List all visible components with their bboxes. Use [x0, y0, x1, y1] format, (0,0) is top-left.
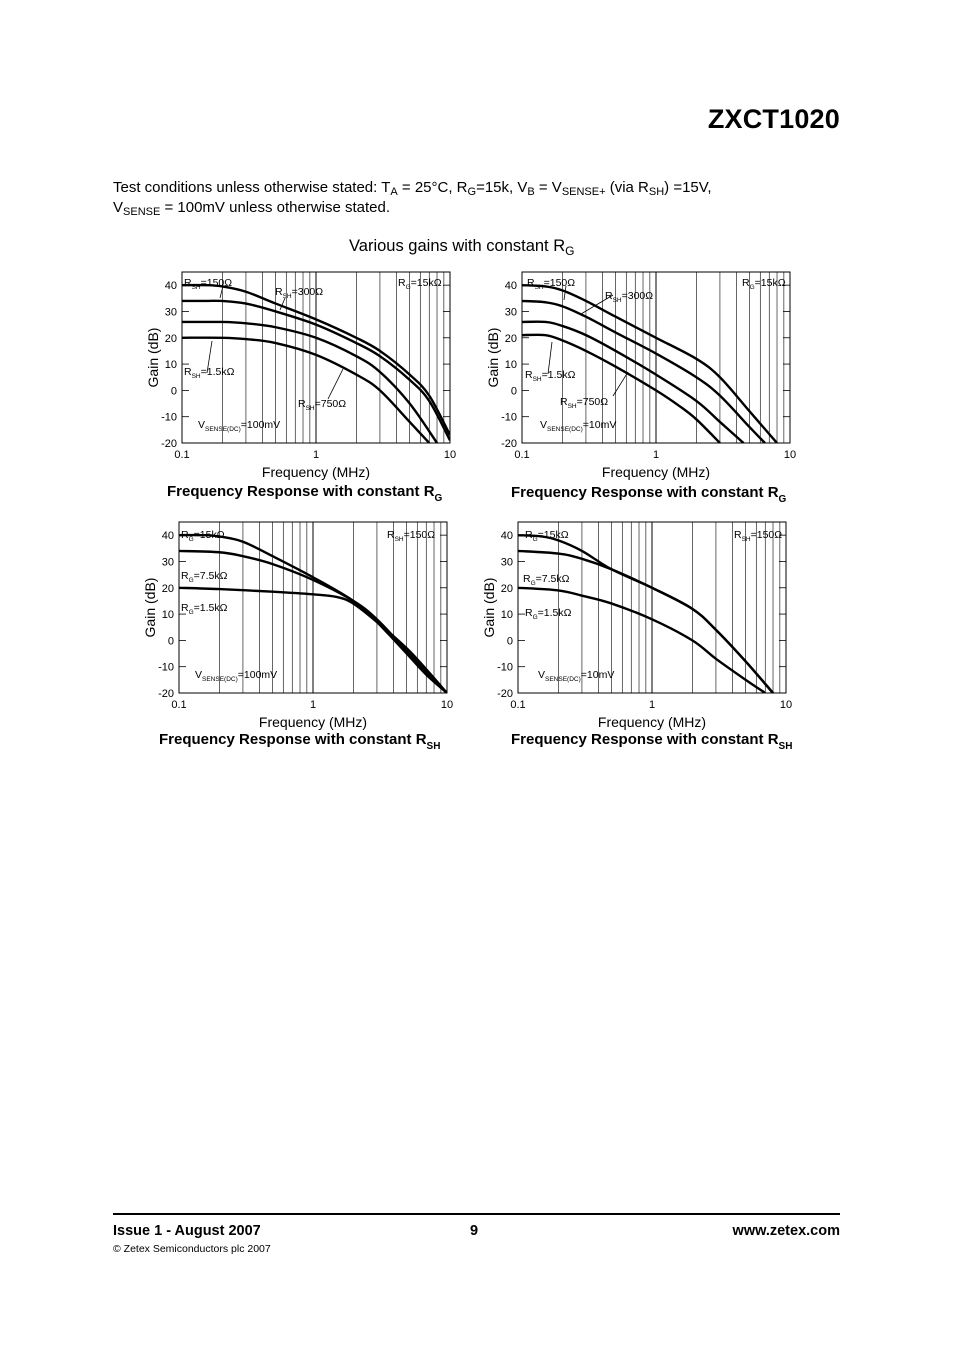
- text-run: Test conditions unless otherwise stated: T: [113, 179, 391, 196]
- annotation-symbol: R: [742, 277, 750, 289]
- y-tick-label: 0: [167, 635, 174, 648]
- annotation-subscript: G: [405, 284, 411, 291]
- annotation-symbol: R: [298, 398, 306, 410]
- chart-freq-response-rg-10mv: [480, 268, 810, 483]
- chart-caption-4: [511, 731, 793, 752]
- x-tick-label: 1: [648, 699, 656, 711]
- text-run: =15k, V: [476, 179, 528, 196]
- annotation-subscript: SH: [394, 536, 404, 543]
- annotation-subscript: SH: [612, 297, 622, 304]
- subscript: SENSE+: [561, 186, 606, 198]
- annotation-value: =15kΩ: [537, 529, 569, 541]
- chart-annotation: [387, 529, 435, 543]
- annotation-subscript: SH: [305, 405, 315, 412]
- footer-copyright: © Zetex Semiconductors plc 2007: [113, 1243, 271, 1255]
- y-tick-label: 30: [504, 306, 517, 319]
- section-title: [349, 237, 574, 256]
- document-title: ZXCT1020: [707, 104, 840, 134]
- annotation-value: =10mV: [580, 669, 615, 681]
- chart-caption-1: [167, 483, 443, 504]
- footer-website: www.zetex.com: [732, 1223, 840, 1239]
- x-tick-label: 0.1: [174, 449, 190, 461]
- y-axis-label: Gain (dB): [145, 327, 161, 388]
- annotation-subscript: SH: [534, 284, 544, 291]
- annotation-value: =15kΩ: [410, 277, 442, 289]
- text-run: = 25°C, R: [397, 179, 468, 196]
- y-tick-label: -20: [161, 438, 177, 450]
- y-axis-label: Gain (dB): [481, 577, 497, 638]
- x-tick-label: 1: [309, 699, 317, 711]
- x-tick-label: 10: [440, 699, 454, 711]
- annotation-symbol: R: [527, 277, 535, 289]
- chart-annotation: [184, 277, 232, 291]
- chart-freq-response-rsh-10mv: [476, 518, 806, 733]
- annotation-symbol: V: [538, 669, 546, 681]
- annotation-subscript: G: [188, 609, 194, 616]
- y-tick-label: -10: [501, 411, 517, 424]
- text-run: ) =15V,: [664, 179, 712, 196]
- y-tick-label: 30: [161, 556, 174, 569]
- annotation-value: =15kΩ: [754, 277, 786, 289]
- y-tick-label: -10: [158, 661, 174, 674]
- annotation-value: =150Ω: [403, 529, 436, 541]
- chart-annotation: [398, 277, 442, 291]
- annotation-symbol: R: [275, 286, 283, 298]
- annotation-subscript: SH: [282, 293, 292, 300]
- annotation-subscript: SENSE(DC): [205, 426, 241, 433]
- y-tick-label: 20: [161, 582, 174, 595]
- y-tick-label: -10: [497, 661, 513, 674]
- annotation-subscript: SENSE(DC): [202, 676, 238, 683]
- annotation-value: =1.5kΩ: [537, 607, 572, 619]
- series-line-3: [522, 322, 744, 443]
- annotation-value: =150Ω: [750, 529, 783, 541]
- annotation-subscript: SH: [567, 403, 577, 410]
- annotation-value: =300Ω: [621, 290, 654, 302]
- annotation-subscript: SH: [532, 376, 542, 383]
- chart-annotation: [184, 366, 235, 380]
- annotation-value: =150Ω: [200, 277, 233, 289]
- annotation-symbol: R: [525, 529, 533, 541]
- y-tick-label: 40: [161, 530, 174, 543]
- annotation-value: =150Ω: [543, 277, 576, 289]
- chart-annotation: [525, 607, 572, 621]
- chart-annotation: [525, 529, 569, 543]
- annotation-subscript: SENSE(DC): [545, 676, 581, 683]
- annotation-subscript: SH: [191, 284, 201, 291]
- x-tick-label: 10: [443, 449, 457, 461]
- annotation-subscript: G: [530, 580, 536, 587]
- annotation-subscript: G: [532, 614, 538, 621]
- y-tick-label: -20: [501, 438, 517, 450]
- subscript: G: [467, 186, 477, 198]
- caption-sub: SH: [426, 741, 441, 752]
- caption-main: Frequency Response with constant R: [159, 731, 427, 748]
- chart-annotation: [298, 398, 346, 412]
- annotation-value: =15kΩ: [193, 529, 225, 541]
- y-axis-label: Gain (dB): [485, 327, 501, 388]
- chart-annotation: [538, 669, 614, 683]
- series-line-1: [522, 285, 777, 443]
- caption-main: Frequency Response with constant R: [511, 484, 779, 501]
- annotation-value: =7.5kΩ: [535, 573, 570, 585]
- chart-annotation: [275, 286, 323, 300]
- y-tick-label: 40: [500, 530, 513, 543]
- footer-page-number: 9: [470, 1223, 479, 1239]
- x-axis-label: Frequency (MHz): [601, 464, 711, 480]
- text-run: = V: [534, 179, 562, 196]
- chart-annotation: [195, 669, 277, 683]
- annotation-symbol: R: [605, 290, 613, 302]
- footer-rule: [113, 1213, 840, 1215]
- y-tick-label: -20: [497, 688, 513, 700]
- annotation-subscript: SH: [191, 373, 201, 380]
- y-tick-label: 10: [164, 359, 177, 372]
- chart-annotation: [560, 396, 608, 410]
- x-tick-label: 0.1: [514, 449, 530, 461]
- y-tick-label: 20: [500, 582, 513, 595]
- annotation-symbol: R: [523, 573, 531, 585]
- series-line-3: [182, 322, 437, 443]
- y-tick-label: 10: [500, 609, 513, 622]
- chart-annotation: [742, 277, 786, 291]
- chart-caption-3: [159, 731, 441, 752]
- annotation-symbol: R: [734, 529, 742, 541]
- x-tick-label: 10: [783, 449, 797, 461]
- subscript: SH: [648, 186, 665, 198]
- annotation-subscript: G: [188, 577, 194, 584]
- chart-freq-response-rg-100mv: [140, 268, 470, 483]
- annotation-value: =10mV: [582, 419, 617, 431]
- annotation-subscript: G: [188, 536, 194, 543]
- y-tick-label: 30: [500, 556, 513, 569]
- annotation-value: =1.5kΩ: [541, 369, 576, 381]
- y-tick-label: 20: [504, 332, 517, 345]
- caption-main: Frequency Response with constant R: [167, 483, 435, 500]
- subscript: SENSE: [123, 206, 161, 218]
- annotation-subscript: G: [749, 284, 755, 291]
- annotation-symbol: R: [181, 529, 189, 541]
- chart-annotation: [198, 419, 280, 433]
- annotation-symbol: R: [398, 277, 406, 289]
- chart-annotation: [734, 529, 782, 543]
- annotation-symbol: R: [181, 602, 189, 614]
- annotation-value: =7.5kΩ: [193, 570, 228, 582]
- x-tick-label: 1: [652, 449, 660, 461]
- chart-annotation: [181, 570, 228, 584]
- y-tick-label: 30: [164, 306, 177, 319]
- annotation-symbol: V: [195, 669, 203, 681]
- text-run: V: [113, 199, 124, 216]
- footer-issue: Issue 1 - August 2007: [113, 1223, 261, 1239]
- annotation-symbol: R: [181, 570, 189, 582]
- chart-freq-response-rsh-100mv: [137, 518, 467, 733]
- annotation-symbol: R: [525, 607, 533, 619]
- x-axis-label: Frequency (MHz): [597, 714, 707, 730]
- annotation-symbol: V: [198, 419, 206, 431]
- section-title-sub: G: [565, 244, 575, 258]
- annotation-leader: [328, 369, 343, 399]
- y-tick-label: -10: [161, 411, 177, 424]
- chart-annotation: [527, 277, 575, 291]
- y-tick-label: 0: [510, 385, 517, 398]
- x-axis-label: Frequency (MHz): [261, 464, 371, 480]
- annotation-value: =1.5kΩ: [200, 366, 235, 378]
- annotation-symbol: R: [184, 366, 192, 378]
- y-tick-label: 10: [161, 609, 174, 622]
- chart-caption-2: [511, 484, 787, 505]
- y-tick-label: 40: [164, 280, 177, 293]
- chart-annotation: [181, 529, 225, 543]
- test-conditions-line-1: [113, 178, 833, 198]
- annotation-value: =100mV: [240, 419, 281, 431]
- y-axis-label: Gain (dB): [142, 577, 158, 638]
- chart-annotation: [523, 573, 570, 587]
- x-tick-label: 1: [312, 449, 320, 461]
- x-tick-label: 0.1: [510, 699, 526, 711]
- y-tick-label: 40: [504, 280, 517, 293]
- chart-annotation: [540, 419, 616, 433]
- grid: [522, 272, 790, 443]
- annotation-value: =750Ω: [576, 396, 609, 408]
- x-tick-label: 10: [779, 699, 793, 711]
- caption-sub: G: [778, 494, 787, 505]
- annotation-subscript: SENSE(DC): [547, 426, 583, 433]
- y-tick-label: 0: [506, 635, 513, 648]
- annotation-value: =100mV: [237, 669, 278, 681]
- annotation-value: =300Ω: [291, 286, 324, 298]
- annotation-symbol: R: [560, 396, 568, 408]
- annotation-value: =1.5kΩ: [193, 602, 228, 614]
- annotation-symbol: V: [540, 419, 548, 431]
- annotation-leader: [613, 372, 628, 396]
- subscript: A: [390, 186, 398, 198]
- test-conditions-line-2: [113, 198, 833, 218]
- caption-sub: G: [434, 493, 443, 504]
- chart-annotation: [525, 369, 576, 383]
- text-run: = 100mV unless otherwise stated.: [160, 199, 391, 216]
- annotation-symbol: R: [184, 277, 192, 289]
- annotation-subscript: SH: [741, 536, 751, 543]
- chart-annotation: [181, 602, 228, 616]
- subscript: B: [527, 186, 535, 198]
- caption-main: Frequency Response with constant R: [511, 731, 779, 748]
- x-tick-label: 0.1: [171, 699, 187, 711]
- caption-sub: SH: [778, 741, 793, 752]
- annotation-subscript: G: [532, 536, 538, 543]
- x-axis-label: Frequency (MHz): [258, 714, 368, 730]
- annotation-value: =750Ω: [314, 398, 347, 410]
- y-tick-label: 20: [164, 332, 177, 345]
- text-run: (via R: [605, 179, 649, 196]
- y-tick-label: -20: [158, 688, 174, 700]
- test-conditions: [113, 178, 833, 218]
- section-title-main: Various gains with constant R: [349, 237, 566, 255]
- annotation-symbol: R: [387, 529, 395, 541]
- annotation-symbol: R: [525, 369, 533, 381]
- y-tick-label: 10: [504, 359, 517, 372]
- y-tick-label: 0: [170, 385, 177, 398]
- chart-annotation: [605, 290, 653, 304]
